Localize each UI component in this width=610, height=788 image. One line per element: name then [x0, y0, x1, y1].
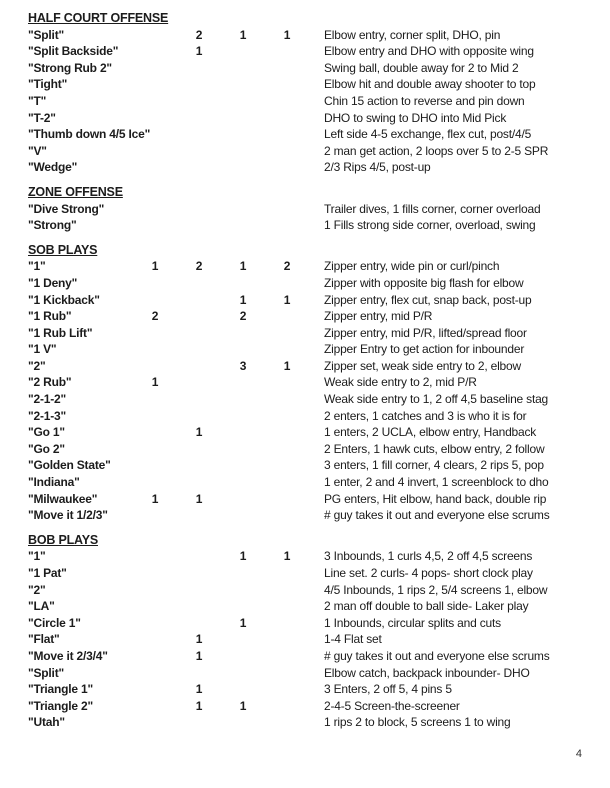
- count-column-1: [133, 60, 177, 77]
- count-column-4: [265, 665, 309, 682]
- play-row: [28, 159, 592, 176]
- count-column-2: [177, 391, 221, 408]
- play-name: "LA": [28, 599, 55, 614]
- play-name: "1 Kickback": [28, 292, 100, 307]
- count-column-3: [221, 143, 265, 160]
- play-description: 1 enters, 2 UCLA, elbow entry, Handback: [324, 425, 537, 440]
- count-column-3: [221, 565, 265, 582]
- count-column-3: [221, 126, 265, 143]
- play-description: Weak side entry to 1, 2 off 4,5 baseline stag: [324, 392, 549, 407]
- play-row: [28, 631, 592, 648]
- count-column-2: [177, 217, 221, 234]
- play-description: Zipper set, weak side entry to 2, elbow: [324, 358, 521, 373]
- play-name: "Strong Rub 2": [28, 60, 112, 75]
- count-column-2: [177, 374, 221, 391]
- count-column-4: [265, 374, 309, 391]
- count-column-3: [221, 714, 265, 731]
- count-column-2: [177, 341, 221, 358]
- play-name: "Indiana": [28, 475, 80, 490]
- play-description: 1 Inbounds, circular splits and cuts: [324, 615, 501, 630]
- play-name: "Go 2": [28, 441, 65, 456]
- count-column-2: [177, 126, 221, 143]
- count-column-2: [177, 76, 221, 93]
- play-row: [28, 292, 592, 309]
- count-column-4: [265, 341, 309, 358]
- count-column-3: [221, 491, 265, 508]
- count-column-2: [177, 598, 221, 615]
- play-name: "2-1-2": [28, 392, 66, 407]
- count-column-4: [265, 159, 309, 176]
- play-name: "2": [28, 582, 46, 597]
- count-column-4: [265, 491, 309, 508]
- count-column-1: [133, 143, 177, 160]
- count-column-2: [177, 275, 221, 292]
- play-row: [28, 615, 592, 632]
- count-column-1: [133, 325, 177, 342]
- play-row: [28, 698, 592, 715]
- count-column-2: 1: [195, 425, 203, 440]
- play-name: "Go 1": [28, 425, 65, 440]
- play-description: 2 man get action, 2 loops over 5 to 2-5 SPR: [324, 143, 549, 158]
- play-row: [28, 110, 592, 127]
- count-column-2: 1: [195, 682, 203, 697]
- section-title: BOB PLAYS: [28, 532, 98, 547]
- count-column-2: 1: [195, 648, 203, 663]
- count-column-4: [265, 275, 309, 292]
- count-column-3: [221, 93, 265, 110]
- count-column-4: [265, 598, 309, 615]
- section-sob-plays: [28, 242, 592, 524]
- count-column-1: [133, 648, 177, 665]
- play-name: "1 Deny": [28, 275, 78, 290]
- play-name: "1 V": [28, 342, 57, 357]
- play-row: [28, 341, 592, 358]
- play-name: "Circle 1": [28, 615, 81, 630]
- count-column-2: [177, 474, 221, 491]
- count-column-3: 1: [239, 259, 247, 274]
- count-column-2: 2: [195, 27, 203, 42]
- count-column-1: [133, 507, 177, 524]
- play-name: "Split": [28, 665, 64, 680]
- play-row: [28, 681, 592, 698]
- count-column-3: [221, 424, 265, 441]
- count-column-1: [133, 217, 177, 234]
- count-column-3: [221, 408, 265, 425]
- count-column-4: [265, 714, 309, 731]
- count-column-2: [177, 441, 221, 458]
- count-column-4: 1: [283, 549, 291, 564]
- count-column-1: [133, 474, 177, 491]
- play-description: Elbow entry and DHO with opposite wing: [324, 44, 534, 59]
- count-column-2: [177, 325, 221, 342]
- play-description: Chin 15 action to reverse and pin down: [324, 93, 525, 108]
- play-description: 2/3 Rips 4/5, post-up: [324, 160, 431, 175]
- count-column-1: 2: [151, 309, 159, 324]
- play-row: [28, 76, 592, 93]
- play-row: [28, 308, 592, 325]
- play-description: # guy takes it out and everyone else scrums: [324, 508, 550, 523]
- count-column-3: [221, 76, 265, 93]
- play-name: "Thumb down 4/5 Ice": [28, 127, 151, 142]
- play-name: "Wedge": [28, 160, 78, 175]
- play-row: [28, 582, 592, 599]
- count-column-4: [265, 648, 309, 665]
- play-name: "Strong": [28, 218, 77, 233]
- count-column-4: [265, 441, 309, 458]
- count-column-2: 1: [195, 632, 203, 647]
- play-row: [28, 408, 592, 425]
- play-description: Zipper entry, mid P/R: [324, 309, 433, 324]
- play-name: "1 Pat": [28, 566, 67, 580]
- play-description: Trailer dives, 1 fills corner, corner overload: [324, 201, 541, 216]
- count-column-4: [265, 681, 309, 698]
- count-column-2: [177, 308, 221, 325]
- count-column-1: [133, 292, 177, 309]
- play-row: [28, 93, 592, 110]
- play-name: "1 Rub": [28, 309, 72, 324]
- count-column-4: [265, 391, 309, 408]
- count-column-4: [265, 76, 309, 93]
- count-column-3: [221, 582, 265, 599]
- section-title: SOB PLAYS: [28, 242, 98, 257]
- play-description: 2 Enters, 1 hawk cuts, elbow entry, 2 follow: [324, 441, 545, 456]
- count-column-2: [177, 457, 221, 474]
- play-row: [28, 507, 592, 524]
- play-name: "1 Rub Lift": [28, 325, 93, 340]
- count-column-4: 1: [283, 358, 291, 373]
- section-bob-plays: [28, 532, 592, 731]
- count-column-1: [133, 582, 177, 599]
- section-half-court-offense: [28, 10, 592, 176]
- play-row: [28, 474, 592, 491]
- count-column-1: [133, 126, 177, 143]
- count-column-3: [221, 325, 265, 342]
- count-column-3: [221, 201, 265, 218]
- count-column-3: [221, 648, 265, 665]
- count-column-4: [265, 698, 309, 715]
- play-row: [28, 665, 592, 682]
- play-row: [28, 43, 592, 60]
- count-column-4: [265, 474, 309, 491]
- count-column-1: [133, 408, 177, 425]
- play-description: # guy takes it out and everyone else scrums: [324, 648, 550, 663]
- count-column-3: [221, 457, 265, 474]
- count-column-1: 1: [151, 259, 159, 274]
- count-column-2: [177, 60, 221, 77]
- count-column-2: [177, 93, 221, 110]
- count-column-3: [221, 441, 265, 458]
- count-column-2: [177, 292, 221, 309]
- count-column-3: [221, 681, 265, 698]
- play-description: Zipper entry, mid P/R, lifted/spread floor: [324, 325, 527, 340]
- count-column-1: [133, 358, 177, 375]
- play-description: 1 enter, 2 and 4 invert, 1 screenblock to dho: [324, 475, 549, 490]
- play-name: "1": [28, 259, 46, 274]
- play-row: [28, 126, 592, 143]
- count-column-4: 2: [283, 259, 291, 274]
- count-column-2: [177, 507, 221, 524]
- count-column-4: [265, 110, 309, 127]
- count-column-2: [177, 548, 221, 565]
- count-column-3: [221, 110, 265, 127]
- play-row: [28, 457, 592, 474]
- play-description: Elbow hit and double away shooter to top: [324, 77, 536, 92]
- play-row: [28, 27, 592, 44]
- play-name: "Tight": [28, 77, 68, 92]
- count-column-1: [133, 615, 177, 632]
- count-column-1: [133, 275, 177, 292]
- count-column-1: [133, 665, 177, 682]
- count-column-1: [133, 631, 177, 648]
- count-column-3: 1: [239, 549, 247, 564]
- count-column-1: [133, 341, 177, 358]
- play-description: Zipper entry, wide pin or curl/pinch: [324, 259, 500, 274]
- play-description: PG enters, Hit elbow, hand back, double rip: [324, 491, 547, 506]
- count-column-1: 1: [151, 491, 159, 506]
- count-column-1: [133, 93, 177, 110]
- count-column-2: [177, 565, 221, 582]
- count-column-1: [133, 110, 177, 127]
- count-column-2: [177, 615, 221, 632]
- count-column-1: [133, 43, 177, 60]
- count-column-3: 1: [239, 292, 247, 307]
- count-column-3: [221, 631, 265, 648]
- count-column-1: [133, 681, 177, 698]
- play-description: Weak side entry to 2, mid P/R: [324, 375, 477, 390]
- count-column-3: 2: [239, 309, 247, 324]
- play-name: "V": [28, 143, 47, 158]
- count-column-4: [265, 93, 309, 110]
- count-column-4: [265, 507, 309, 524]
- count-column-2: [177, 714, 221, 731]
- count-column-1: [133, 598, 177, 615]
- count-column-4: [265, 457, 309, 474]
- play-description: Zipper entry, flex cut, snap back, post-up: [324, 292, 532, 307]
- count-column-4: [265, 308, 309, 325]
- play-row: [28, 275, 592, 292]
- play-description: 3 enters, 1 fill corner, 4 clears, 2 rips 5, pop: [324, 458, 544, 473]
- count-column-4: 1: [283, 27, 291, 42]
- count-column-1: [133, 76, 177, 93]
- play-description: Line set. 2 curls- 4 pops- short clock play: [324, 566, 533, 580]
- count-column-2: [177, 665, 221, 682]
- count-column-3: [221, 275, 265, 292]
- count-column-2: [177, 159, 221, 176]
- play-name: "Golden State": [28, 458, 111, 473]
- play-row: [28, 565, 592, 582]
- play-name: "2": [28, 358, 46, 373]
- play-name: "Move it 1/2/3": [28, 508, 108, 523]
- count-column-1: [133, 391, 177, 408]
- count-column-4: [265, 217, 309, 234]
- play-row: [28, 598, 592, 615]
- play-name: "1": [28, 549, 46, 564]
- play-row: [28, 424, 592, 441]
- count-column-2: [177, 201, 221, 218]
- play-name: "T": [28, 93, 47, 108]
- count-column-4: [265, 143, 309, 160]
- play-name: "2-1-3": [28, 408, 66, 423]
- section-zone-offense: [28, 184, 592, 234]
- play-row: [28, 548, 592, 565]
- page-number: 4: [575, 748, 582, 760]
- play-description: 2 man off double to ball side- Laker play: [324, 599, 529, 614]
- count-column-3: [221, 374, 265, 391]
- play-row: [28, 391, 592, 408]
- play-name: "Milwaukee": [28, 491, 98, 506]
- count-column-4: 1: [283, 292, 291, 307]
- play-description: 1-4 Flat set: [324, 632, 382, 647]
- count-column-2: 1: [195, 491, 203, 506]
- play-name: "Split": [28, 27, 64, 42]
- count-column-4: [265, 201, 309, 218]
- count-column-2: 1: [195, 44, 203, 59]
- play-description: Swing ball, double away for 2 to Mid 2: [324, 60, 519, 75]
- count-column-4: [265, 565, 309, 582]
- count-column-1: [133, 27, 177, 44]
- count-column-1: [133, 714, 177, 731]
- count-column-3: [221, 598, 265, 615]
- play-name: "Move it 2/3/4": [28, 648, 108, 663]
- play-description: 2 enters, 1 catches and 3 is who it is for: [324, 408, 527, 423]
- play-row: [28, 60, 592, 77]
- count-column-3: 3: [239, 358, 247, 373]
- count-column-1: [133, 441, 177, 458]
- count-column-2: [177, 408, 221, 425]
- count-column-3: 1: [239, 615, 247, 630]
- play-row: [28, 217, 592, 234]
- play-row: [28, 258, 592, 275]
- play-description: 3 Inbounds, 1 curls 4,5, 2 off 4,5 screens: [324, 549, 533, 564]
- play-name: "Split Backside": [28, 44, 119, 59]
- count-column-3: 1: [239, 27, 247, 42]
- section-title: HALF COURT OFFENSE: [28, 11, 169, 25]
- play-row: [28, 358, 592, 375]
- play-name: "2 Rub": [28, 375, 72, 390]
- count-column-3: [221, 507, 265, 524]
- play-row: [28, 714, 592, 731]
- count-column-3: [221, 665, 265, 682]
- count-column-1: [133, 565, 177, 582]
- count-column-1: [133, 698, 177, 715]
- count-column-2: [177, 582, 221, 599]
- play-row: [28, 201, 592, 218]
- play-name: "Utah": [28, 715, 65, 730]
- section-title: ZONE OFFENSE: [28, 184, 123, 199]
- count-column-3: [221, 474, 265, 491]
- count-column-4: [265, 424, 309, 441]
- count-column-2: 1: [195, 698, 203, 713]
- count-column-2: [177, 143, 221, 160]
- play-name: "T-2": [28, 110, 56, 125]
- count-column-3: [221, 60, 265, 77]
- count-column-3: [221, 391, 265, 408]
- count-column-3: [221, 217, 265, 234]
- play-description: Zipper with opposite big flash for elbow: [324, 275, 524, 290]
- count-column-1: 1: [151, 375, 159, 390]
- play-row: [28, 143, 592, 160]
- count-column-4: [265, 408, 309, 425]
- play-description: 1 rips 2 to block, 5 screens 1 to wing: [324, 715, 511, 730]
- play-name: "Triangle 1": [28, 682, 94, 697]
- play-description: 1 Fills strong side corner, overload, swing: [324, 218, 536, 233]
- play-name: "Flat": [28, 632, 60, 647]
- count-column-2: [177, 358, 221, 375]
- count-column-3: [221, 43, 265, 60]
- count-column-4: [265, 126, 309, 143]
- count-column-1: [133, 457, 177, 474]
- play-description: Left side 4-5 exchange, flex cut, post/4/5: [324, 127, 532, 142]
- play-description: DHO to swing to DHO into Mid Pick: [324, 110, 507, 125]
- play-row: [28, 325, 592, 342]
- play-description: 2-4-5 Screen-the-screener: [324, 698, 460, 713]
- count-column-4: [265, 631, 309, 648]
- count-column-4: [265, 60, 309, 77]
- play-name: "Triangle 2": [28, 698, 94, 713]
- count-column-3: [221, 159, 265, 176]
- count-column-4: [265, 43, 309, 60]
- count-column-2: 2: [195, 259, 203, 274]
- count-column-3: 1: [239, 698, 247, 713]
- play-row: [28, 491, 592, 508]
- count-column-1: [133, 424, 177, 441]
- play-description: 4/5 Inbounds, 1 rips 2, 5/4 screens 1, elbow: [324, 582, 548, 597]
- count-column-2: [177, 110, 221, 127]
- count-column-4: [265, 582, 309, 599]
- play-row: [28, 441, 592, 458]
- count-column-4: [265, 325, 309, 342]
- count-column-1: [133, 201, 177, 218]
- play-description: Zipper Entry to get action for inbounder: [324, 342, 525, 357]
- play-description: Elbow catch, backpack inbounder- DHO: [324, 665, 530, 680]
- play-name: "Dive Strong": [28, 201, 105, 216]
- count-column-1: [133, 159, 177, 176]
- count-column-1: [133, 548, 177, 565]
- play-row: [28, 374, 592, 391]
- count-column-4: [265, 615, 309, 632]
- play-description: 3 Enters, 2 off 5, 4 pins 5: [324, 682, 452, 697]
- play-description: Elbow entry, corner split, DHO, pin: [324, 27, 501, 42]
- count-column-3: [221, 341, 265, 358]
- play-row: [28, 648, 592, 665]
